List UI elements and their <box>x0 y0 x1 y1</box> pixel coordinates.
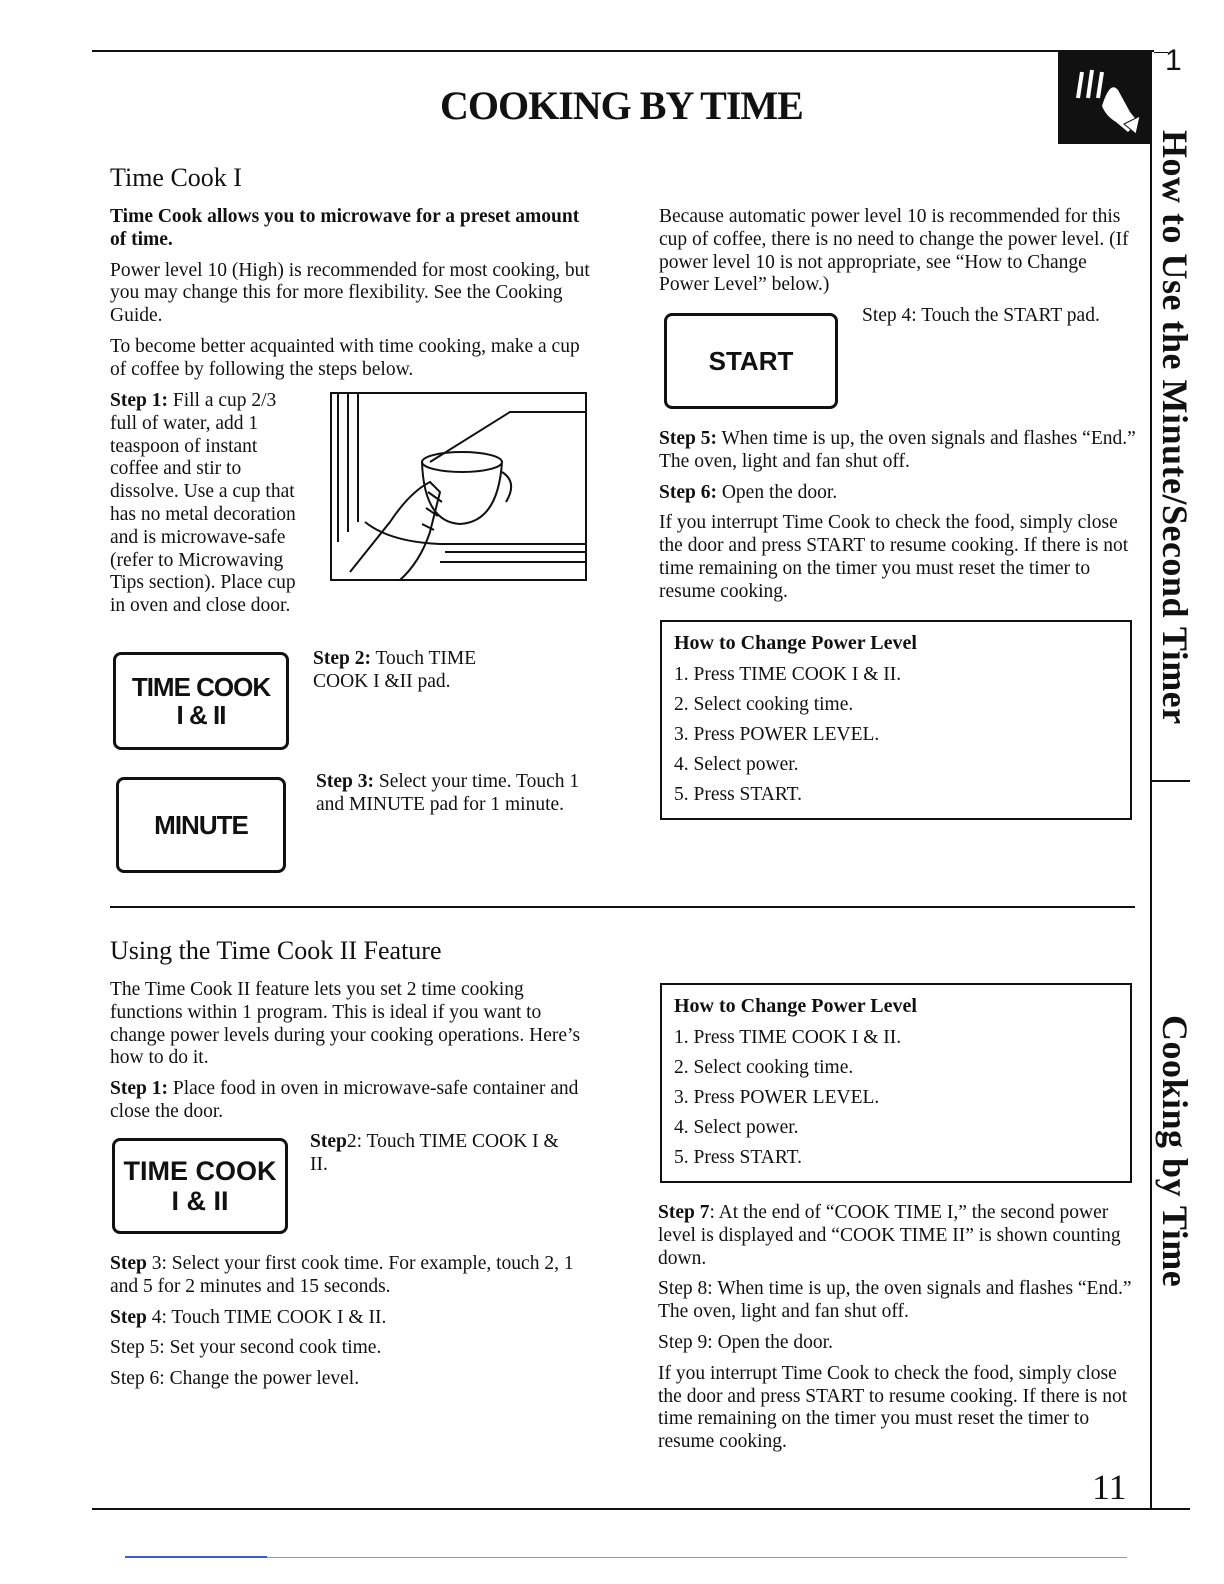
step3-block <box>316 771 596 817</box>
s2-step1-text: Place food in oven in microwave-safe container and close the door. <box>110 1078 579 1122</box>
step1-block <box>110 390 306 618</box>
s2-step3-label: Step <box>110 1253 147 1274</box>
right-steps <box>659 428 1137 612</box>
section1-heading: Time Cook I <box>110 163 242 192</box>
step1-label: Step 1: <box>110 390 168 411</box>
intro-p2: To become better acquainted with time cooking, make a cup of coffee by following the steps below. <box>110 335 580 380</box>
section2-heading: Using the Time Cook II Feature <box>110 936 442 965</box>
page-title: COOKING BY TIME <box>440 83 803 128</box>
s2-step4-label: Step <box>110 1306 147 1328</box>
power-box-1-item: 3. Press POWER LEVEL. <box>674 724 880 745</box>
bottom-rule <box>92 1508 1190 1510</box>
interrupt-text-2: If you interrupt Time Cook to check the food, simply close the door and press START to resume cooking. If there is not time remaining on the timer you must reset the timer to resume cooking. <box>658 1362 1128 1453</box>
cup-in-oven-illustration <box>330 392 588 582</box>
power-box-2-item: 4. Select power. <box>674 1117 799 1138</box>
side-tab-cooking: Cooking by Time <box>1155 1015 1195 1288</box>
time-cook-pad-2-label: TIME COOK I & II <box>123 1156 277 1216</box>
s2-step2-block <box>310 1131 572 1177</box>
corner-number: 1 <box>1165 44 1182 77</box>
side-tab-timer: How to Use the Minute/Second Timer <box>1155 130 1195 725</box>
step6-label: Step 6: <box>659 481 717 503</box>
s2-step6: Step 6: Change the power level. <box>110 1368 360 1390</box>
step3-text: Select your time. Touch 1 and MINUTE pad for 1 minute. <box>316 771 580 815</box>
minute-pad[interactable] <box>116 777 286 873</box>
section2-intro: The Time Cook II feature lets you set 2 time cooking functions within 1 program. This is ideal if you want to change power levels during your cooking operations. Here’s how to do it. <box>110 979 581 1069</box>
step2-label: Step 2: <box>313 648 371 669</box>
intro-bold: Time Cook allows you to microwave for a preset amount of time. <box>110 206 580 250</box>
step5-text: When time is up, the oven signals and flashes “End.” The oven, light and fan shut off. <box>659 428 1136 472</box>
s2-step7-text: : At the end of “COOK TIME I,” the second power level is displayed and “COOK TIME II” is shown counting down. <box>658 1202 1121 1269</box>
footer-line <box>267 1557 1127 1558</box>
step4-text: Step 4: Touch the START pad. <box>862 305 1100 326</box>
s2-step9: Step 9: Open the door. <box>658 1331 833 1353</box>
power-box-1-title: How to Change Power Level <box>674 632 917 654</box>
footer-accent <box>125 1556 267 1558</box>
side-tab-divider <box>1150 780 1190 782</box>
power-box-1-item: 1. Press TIME COOK I & II. <box>674 664 902 685</box>
s2-step2-label: Step <box>310 1131 347 1152</box>
page-number: 11 <box>1092 1467 1127 1507</box>
step6-text: Open the door. <box>721 481 838 503</box>
step2-block <box>313 648 513 694</box>
power-level-box-2 <box>660 983 1132 1183</box>
power-box-1-item: 5. Press START. <box>674 784 802 805</box>
interrupt-text-1: If you interrupt Time Cook to check the food, simply close the door and press START to resume cooking. If there is not time remaining on the timer you must reset the timer to resume cooking. <box>659 512 1129 602</box>
s2-step8: Step 8: When time is up, the oven signals and flashes “End.” The oven, light and fan shut off. <box>658 1278 1132 1323</box>
step2-text: Touch TIME COOK I &II pad. <box>313 648 477 692</box>
step5-label: Step 5: <box>659 428 717 449</box>
start-pad[interactable] <box>664 313 838 409</box>
time-cook-pad-2[interactable] <box>112 1138 288 1234</box>
s2-step3-text: 3: Select your first cook time. For example, touch 2, 1 and 5 for 2 minutes and 15 seconds. <box>110 1253 574 1297</box>
start-pad-label: START <box>708 345 794 376</box>
intro-p1: Power level 10 (High) is recommended for most cooking, but you may change this for more flexibility. See the Cooking Guide. <box>110 259 590 327</box>
time-cook-pad-label: TIME COOK I & II <box>131 672 271 730</box>
minute-pad-label: MINUTE <box>154 809 248 840</box>
power-level-box-1 <box>660 620 1132 820</box>
power-box-1-item: 4. Select power. <box>674 754 799 775</box>
step3-label: Step 3: <box>316 771 374 792</box>
power-box-2-title: How to Change Power Level <box>674 995 917 1017</box>
s2-step7-label: Step 7 <box>658 1202 710 1223</box>
s2-step1-label: Step 1: <box>110 1078 168 1100</box>
power-box-2-item: 2. Select cooking time. <box>674 1057 854 1078</box>
hand-logo-icon <box>1058 50 1152 144</box>
s2-steps-left <box>110 1253 586 1399</box>
s2-step5: Step 5: Set your second cook time. <box>110 1337 382 1359</box>
right-intro: Because automatic power level 10 is recommended for this cup of coffee, there is no need to change the power level. (If power level 10 is not appropriate, see “How to Change Power Level” below.) <box>659 206 1129 296</box>
top-rule <box>92 50 1154 52</box>
power-box-2-item: 5. Press START. <box>674 1147 802 1168</box>
step1-text: Fill a cup 2/3 full of water, add 1 teaspoon of instant coffee and stir to dissolve. Use a cup that has no metal decoration and is microwave-safe (refer to Microwaving Tips section). Place cup in oven and close door. <box>110 390 296 617</box>
power-box-2-item: 1. Press TIME COOK I & II. <box>674 1027 902 1048</box>
section1-intro <box>110 206 590 390</box>
section2-intro-block <box>110 979 586 1132</box>
s2-step4-text: 4: Touch TIME COOK I & II. <box>151 1306 387 1328</box>
power-box-2-item: 3. Press POWER LEVEL. <box>674 1087 880 1108</box>
section-divider <box>110 906 1135 908</box>
power-box-1-item: 2. Select cooking time. <box>674 694 854 715</box>
time-cook-pad[interactable] <box>113 652 289 750</box>
s2-step2-text: 2: Touch TIME COOK I & II. <box>310 1131 559 1175</box>
s2-steps-right <box>658 1202 1136 1462</box>
